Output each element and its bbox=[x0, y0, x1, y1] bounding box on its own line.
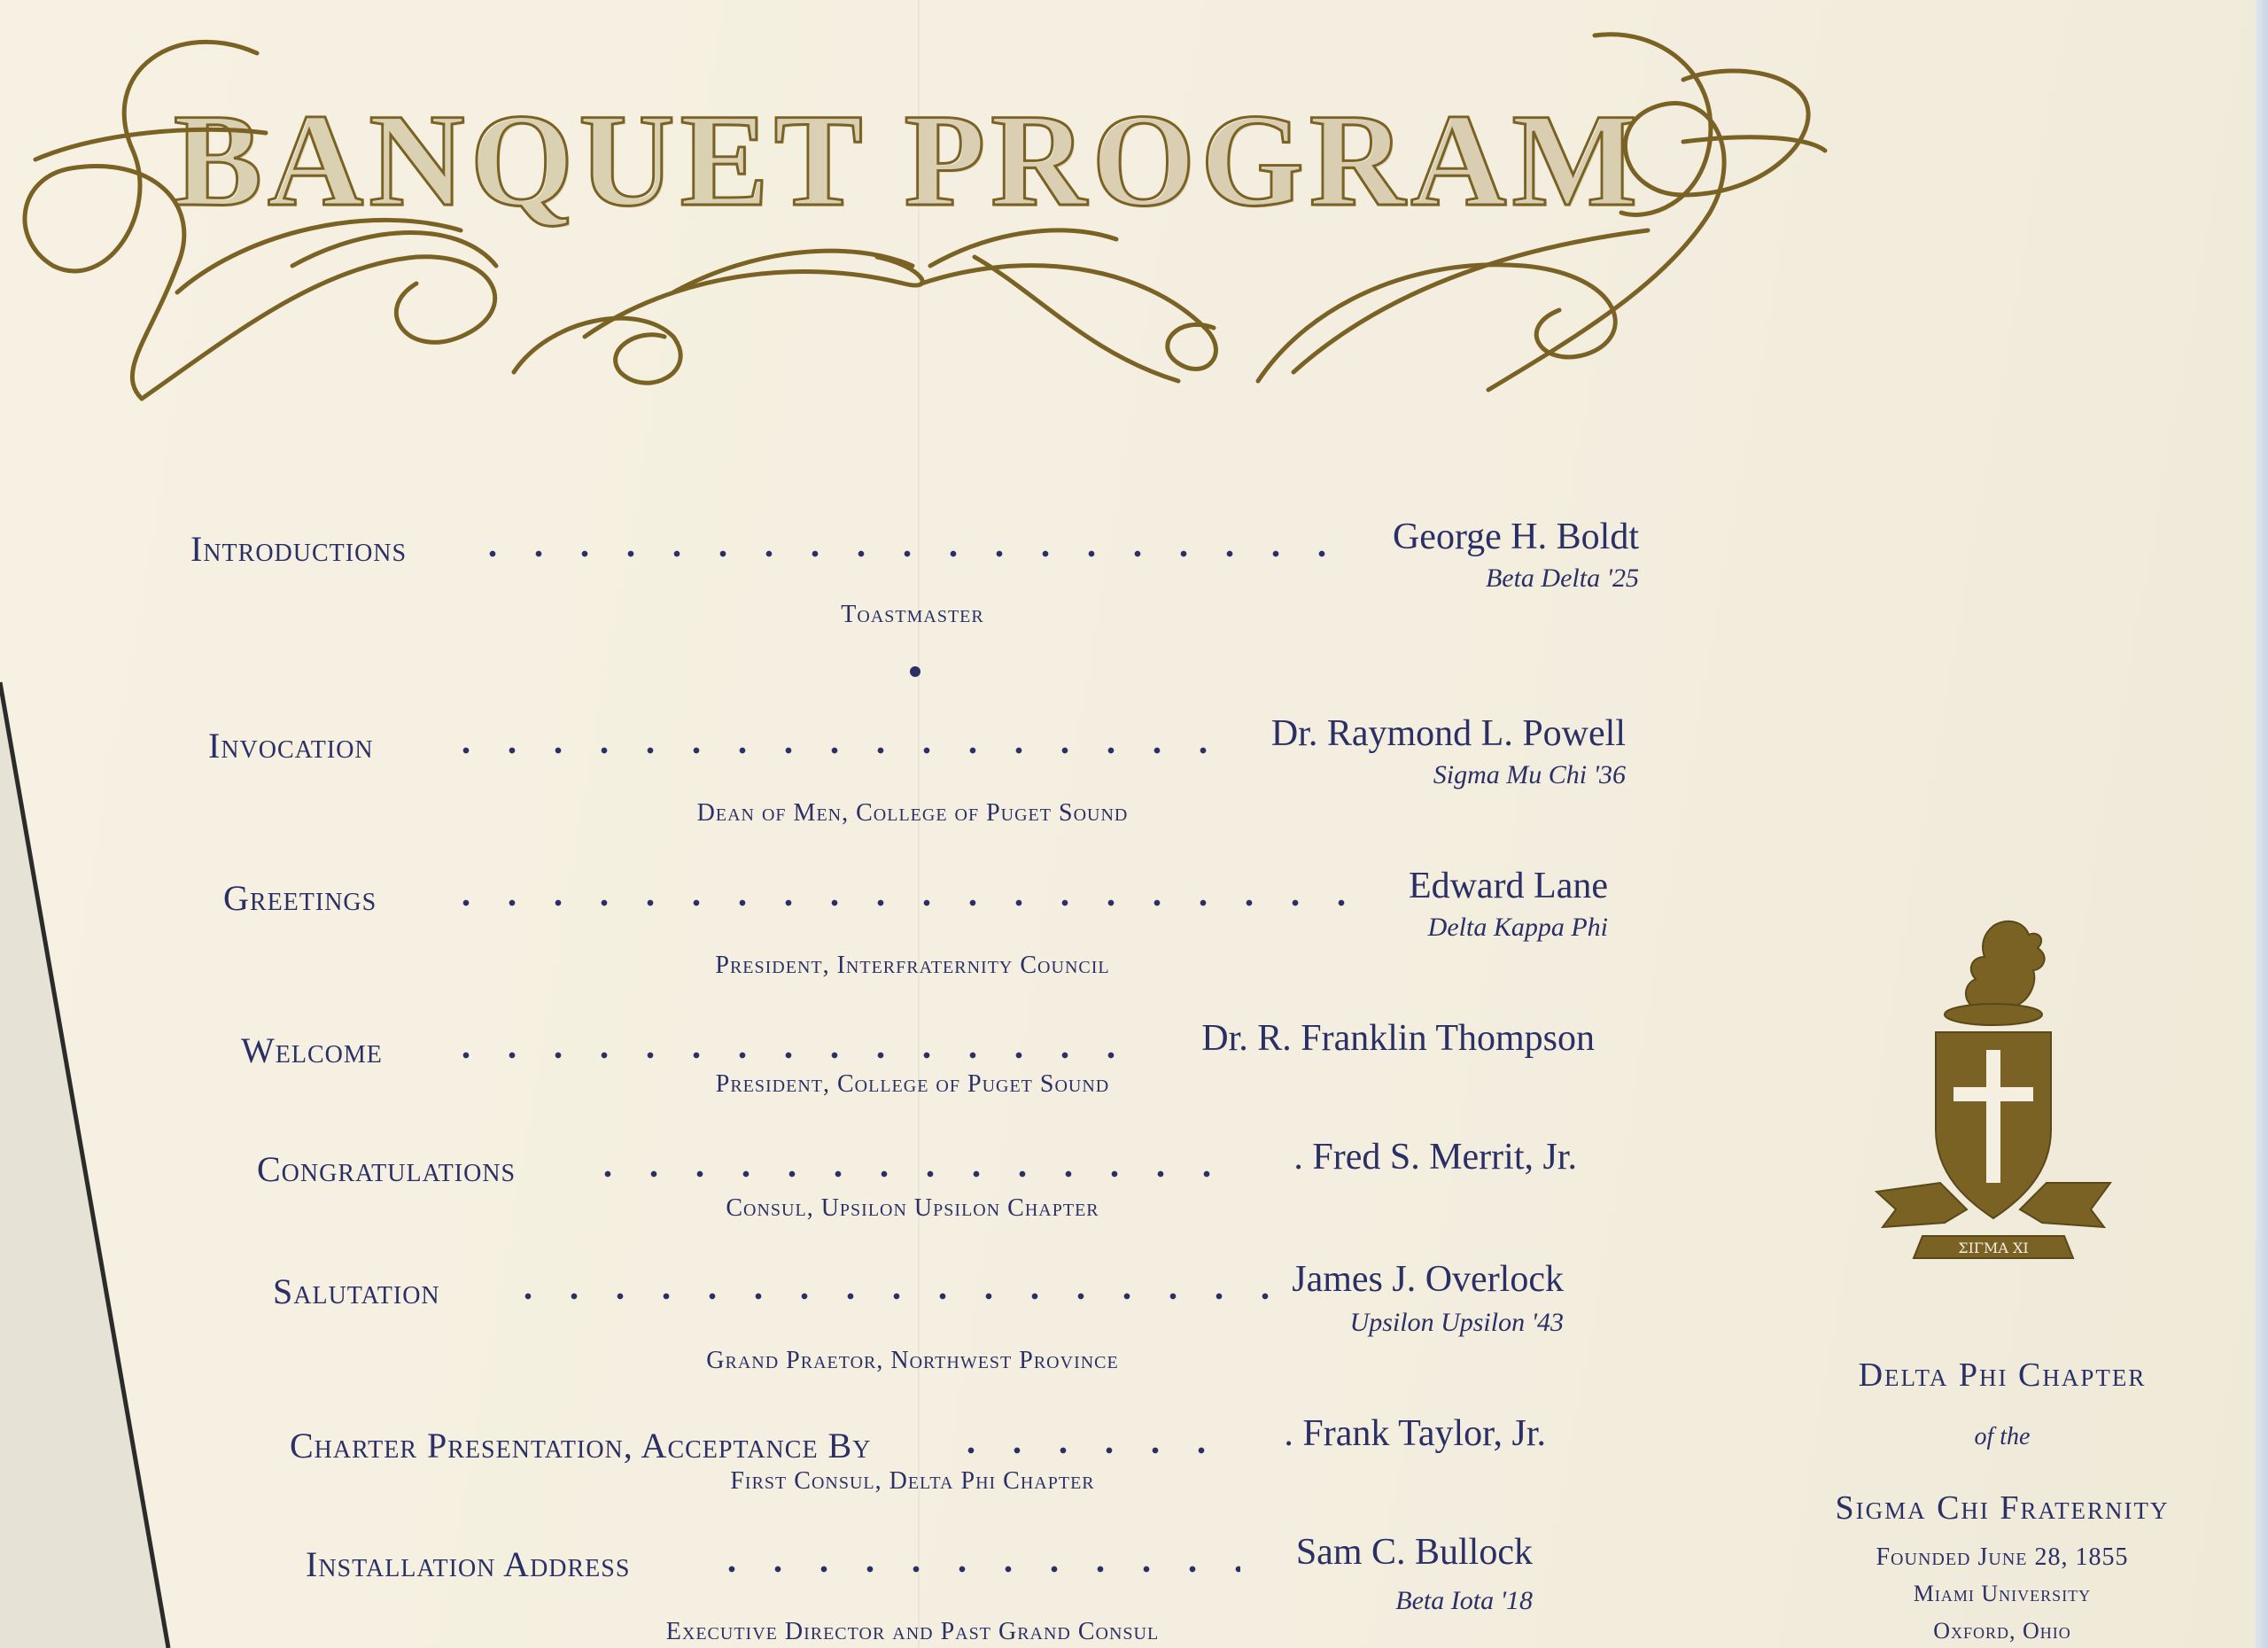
program-label: Invocation bbox=[208, 726, 374, 766]
speaker-role: First Consul, Delta Phi Chapter bbox=[730, 1467, 1095, 1495]
dot-leader bbox=[470, 549, 1342, 558]
speaker-name: . Fred S. Merrit, Jr. bbox=[1293, 1137, 1577, 1178]
speaker-role: Grand Praetor, Northwest Province bbox=[706, 1347, 1119, 1374]
location-text: Oxford, Ohio bbox=[1933, 1618, 2071, 1644]
dot-leader bbox=[948, 1446, 1231, 1455]
speaker-role: Dean of Men, College of Puget Sound bbox=[696, 799, 1129, 827]
fraternity-name: Sigma Chi Fraternity bbox=[1835, 1489, 2170, 1527]
svg-text:ΣΙΓΜΑ ΧΙ: ΣΙΓΜΑ ΧΙ bbox=[1958, 1240, 2029, 1256]
dot-leader bbox=[443, 1051, 1134, 1060]
speaker-role: Consul, Upsilon Upsilon Chapter bbox=[726, 1194, 1099, 1222]
chapter-name: Delta Phi Chapter bbox=[1858, 1356, 2147, 1394]
university-name: Miami University bbox=[1913, 1581, 2092, 1606]
speaker-name: Edward Lane bbox=[1408, 866, 1608, 906]
speaker-role: Toastmaster bbox=[841, 601, 984, 628]
speaker-name: James J. Overlock bbox=[1292, 1259, 1564, 1300]
speaker-affiliation: Beta Iota '18 bbox=[1395, 1586, 1533, 1615]
scan-edge bbox=[2256, 0, 2268, 1648]
speaker-name: . Frank Taylor, Jr. bbox=[1284, 1413, 1546, 1454]
speaker-role: President, College of Puget Sound bbox=[715, 1070, 1110, 1098]
founded-date: Founded June 28, 1855 bbox=[1876, 1543, 2129, 1571]
speaker-affiliation: Beta Delta '25 bbox=[1485, 564, 1639, 593]
dot-leader bbox=[443, 898, 1364, 907]
speaker-affiliation: Delta Kappa Phi bbox=[1427, 913, 1608, 942]
speaker-name: Dr. R. Franklin Thompson bbox=[1201, 1018, 1595, 1059]
speaker-affiliation: Upsilon Upsilon '43 bbox=[1349, 1308, 1564, 1337]
program-label: Introductions bbox=[190, 529, 408, 569]
program-label: Congratulations bbox=[257, 1149, 517, 1189]
sigma-chi-crest-icon bbox=[1860, 917, 2162, 1271]
speaker-name: Sam C. Bullock bbox=[1295, 1532, 1533, 1573]
program-label: Salutation bbox=[273, 1271, 440, 1311]
flourish-ornament bbox=[0, 0, 1860, 461]
dot-leader bbox=[585, 1170, 1231, 1178]
speaker-name: George H. Boldt bbox=[1392, 517, 1639, 557]
speaker-affiliation: Sigma Mu Chi '36 bbox=[1433, 760, 1626, 789]
page-title: BANQUET PROGRAM bbox=[173, 87, 1643, 234]
program-label: Installation Address bbox=[306, 1544, 631, 1584]
dot-leader bbox=[505, 1292, 1276, 1301]
program-label: Greetings bbox=[223, 878, 377, 918]
speaker-role: President, Interfraternity Council bbox=[715, 952, 1110, 979]
speaker-role: Executive Director and Past Grand Consul bbox=[665, 1618, 1160, 1645]
speaker-name: Dr. Raymond L. Powell bbox=[1270, 713, 1626, 754]
separator-bullet bbox=[910, 666, 920, 677]
dot-leader bbox=[709, 1565, 1240, 1574]
program-label: Charter Presentation, Acceptance By bbox=[290, 1426, 872, 1465]
program-label: Welcome bbox=[241, 1030, 383, 1070]
dot-leader bbox=[443, 746, 1214, 755]
of-the-text: of the bbox=[1974, 1423, 2031, 1450]
